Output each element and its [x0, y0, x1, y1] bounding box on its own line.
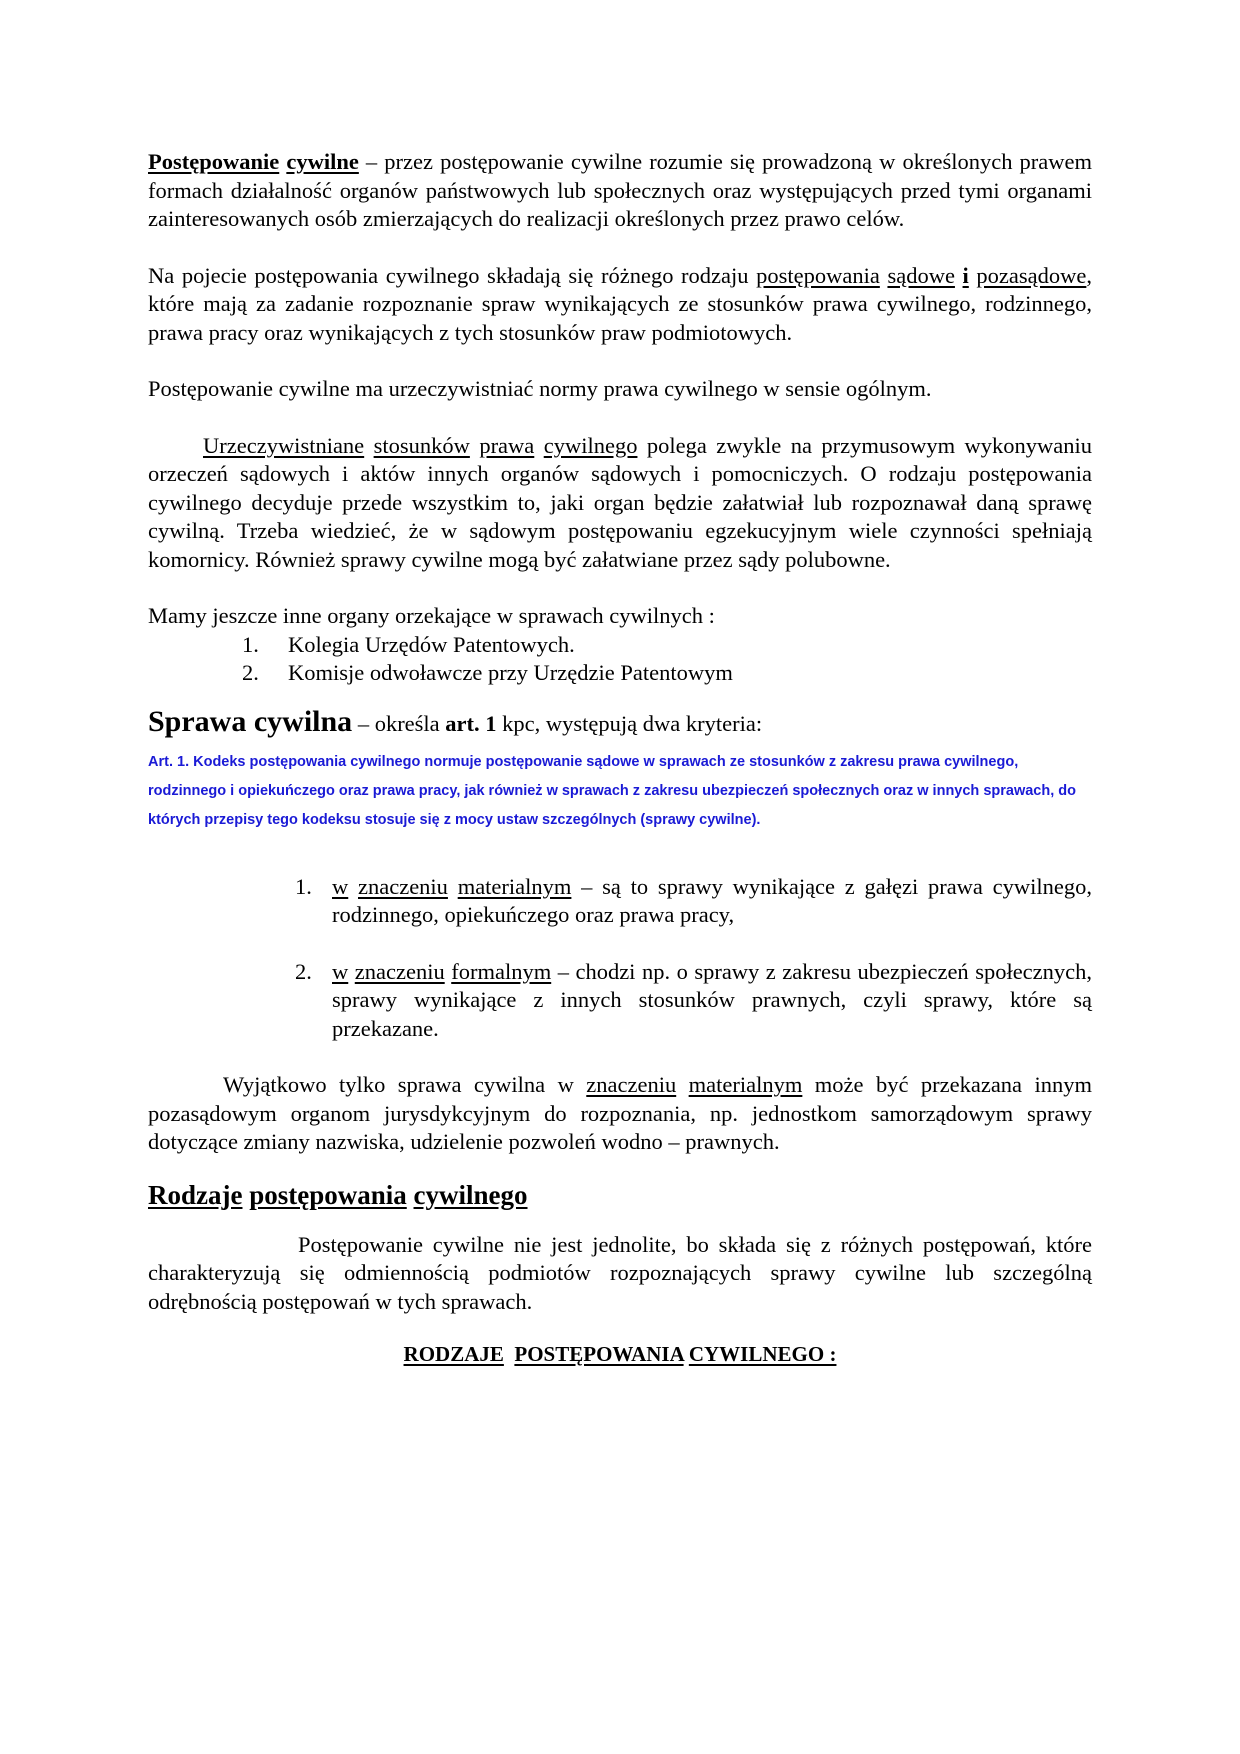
list-text: – są to sprawy wynikające z gałęzi prawa cywilnego, rodzinnego, opiekuńczego oraz prawa pracy,: [332, 873, 1093, 927]
term-postepowanie: Postępowanie: [148, 149, 280, 174]
heading-rodzaje-caps: [148, 1340, 1092, 1368]
underlined-term: pozasądowe: [976, 262, 1087, 288]
list-number: 2.: [242, 660, 259, 685]
underlined-term: cywilnego: [543, 432, 638, 458]
document-page: [148, 148, 1092, 1368]
paragraph-realization: [148, 432, 1092, 575]
underlined-term: postępowania: [756, 262, 880, 288]
underlined-term: i: [962, 262, 969, 288]
article-ref: art. 1: [445, 710, 497, 736]
underlined-term: sądowe: [887, 262, 955, 288]
list-text: Komisje odwoławcze przy Urzędzie Patentowym: [288, 660, 733, 685]
heading-word: cywilnego: [413, 1179, 528, 1210]
paragraph-exception: [148, 1071, 1092, 1157]
heading-rodzaje: [148, 1177, 1092, 1213]
paragraph-not-uniform: Postępowanie cywilne nie jest jednolite, bo składa się z różnych postępowań, które charakteryzują się odmiennością podmiotów rozpoznających sprawy cywilne lub szczególną odrębnością postępowań w tych sprawach.: [148, 1231, 1092, 1314]
paragraph-definition: [148, 148, 1092, 234]
paragraph-norms: Postępowanie cywilne ma urzeczywistniać normy prawa cywilnego w sensie ogólnym.: [148, 376, 932, 401]
term-cywilne: cywilne: [286, 149, 359, 174]
list-item: [148, 631, 1092, 660]
list-text: Kolegia Urzędów Patentowych.: [288, 631, 575, 657]
list-item: [148, 659, 1092, 688]
spacer: [148, 930, 1092, 958]
underlined-term: prawa: [479, 432, 535, 458]
definition-text: – przez postępowanie cywilne rozumie się prowadzoną w określonych prawem formach działalność organów państwowych lub społecznych oraz występujących przed tymi organami zainteresowanych osób zmierzających do realizacji określonych przez prawo celów.: [148, 149, 1092, 231]
underlined-term: materialnym: [457, 873, 572, 899]
list-item: [148, 958, 1092, 1044]
criteria-list: [148, 873, 1092, 1044]
paragraph-other-organs: Mamy jeszcze inne organy orzekające w sprawach cywilnych :: [148, 603, 715, 628]
text: kpc, występują dwa kryteria:: [496, 710, 763, 736]
article-1-quote: [148, 748, 1092, 835]
underlined-term: znaczeniu: [586, 1072, 677, 1097]
underlined-term: w: [332, 958, 349, 984]
organs-list: [148, 631, 1092, 688]
underlined-term: znaczeniu: [354, 958, 445, 984]
underlined-term: Urzeczywistniane: [203, 432, 365, 458]
underlined-term: w: [332, 873, 349, 899]
list-number: 1.: [242, 631, 259, 657]
article-text: Kodeks postępowania cywilnego normuje postępowanie sądowe w sprawach ze stosunków z zakresu prawa cywilnego, rodzinnego i opiekuńczego oraz prawa pracy, jak również w sprawach z zakresu ubezpieczeń społecznych oraz w innych sprawach, do których przepisy tego kodeksu stosuje się z mocy ustaw szczególnych (sprawy cywilne).: [148, 753, 1076, 828]
text: Na pojecie postępowania cywilnego składają się różnego rodzaju: [148, 262, 757, 288]
heading-word: POSTĘPOWANIA: [514, 1342, 684, 1366]
underlined-term: formalnym: [451, 958, 552, 984]
heading-word: CYWILNEGO :: [688, 1342, 837, 1366]
list-text: – chodzi np. o sprawy z zakresu ubezpieczeń społecznych, sprawy wynikające z innych stosunków prawnych, czyli sprawy, które są przekazane.: [332, 958, 1093, 1041]
paragraph-types: [148, 262, 1092, 348]
article-label: Art. 1.: [148, 753, 190, 770]
text: – określa: [352, 710, 446, 736]
list-item: [148, 873, 1092, 930]
text: , które mają za zadanie rozpoznanie spraw wynikających ze stosunków prawa cywilnego, rodzinnego, prawa pracy oraz wynikających z tych stosunków praw podmiotowych.: [148, 262, 1092, 345]
heading-sprawa-cywilna: [148, 702, 1092, 744]
text: może być przekazana innym pozasądowym organom jurysdykcyjnym do rozpoznania, np. jednostkom samorządowym sprawy dotyczące zmiany nazwiska, udzielenie pozwoleń wodno – prawnych.: [148, 1072, 1092, 1154]
text: Wyjątkowo tylko sprawa cywilna w: [223, 1072, 587, 1097]
list-number: 2.: [295, 958, 312, 984]
heading-word: Rodzaje: [148, 1179, 243, 1210]
list-number: 1.: [295, 873, 312, 899]
heading-word: RODZAJE: [403, 1342, 504, 1366]
heading-title: Sprawa cywilna: [148, 704, 353, 738]
heading-word: postępowania: [249, 1179, 407, 1210]
underlined-term: stosunków: [373, 432, 470, 458]
underlined-term: materialnym: [688, 1072, 803, 1097]
text: polega zwykle na przymusowym wykonywaniu orzeczeń sądowych i aktów innych organów sądowych i pomocniczych. O rodzaju postępowania cywilnego decyduje przede wszystkim to, jaki organ będzie załatwiał lub rozpoznawał daną sprawę cywilną. Trzeba wiedzieć, że w sądowym postępowaniu egzekucyjnym wiele czynności spełniają komornicy. Również sprawy cywilne mogą być załatwiane przez sądy polubowne.: [148, 432, 1093, 572]
underlined-term: znaczeniu: [358, 873, 448, 899]
